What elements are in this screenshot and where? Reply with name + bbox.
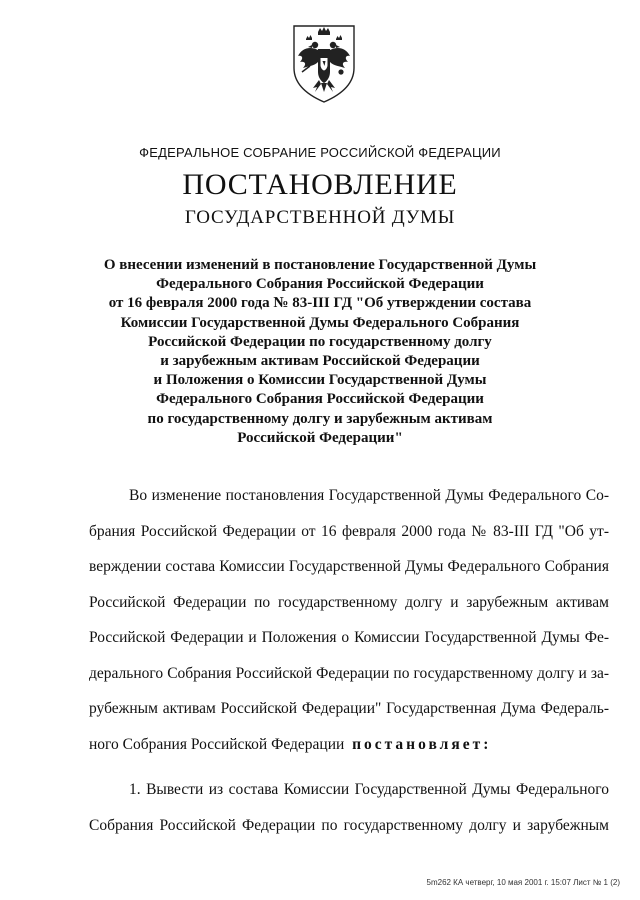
- title-line: и Положения о Комиссии Государственной Думы: [153, 372, 487, 389]
- paragraph-line: Во изменение постановления Государственной Думы Федерального Со-: [129, 487, 609, 504]
- title-line: от 16 февраля 2000 года № 83-III ГД "Об утверждении состава: [108, 295, 532, 312]
- title-line: по государственному долгу и зарубежным активам: [147, 410, 493, 427]
- page-footer: 5m262 КА четверг, 10 мая 2001 г. 15:07 Лист № 1 (2): [426, 878, 620, 887]
- title-line: Федерального Собрания Российской Федерации: [156, 276, 484, 293]
- title-line: О внесении изменений в постановление Государственной Думы: [103, 257, 537, 273]
- clause-1-paragraph: [89, 772, 609, 843]
- title-line: и зарубежным активам Российской Федерации: [160, 353, 480, 370]
- coat-of-arms-emblem: [288, 22, 360, 104]
- paragraph-line: рубежным активам Российской Федерации" Государственная Дума Федераль-: [89, 700, 609, 717]
- paragraph-line: дерального Собрания Российской Федерации по государственному долгу и за-: [89, 664, 609, 682]
- paragraph-line: верждении состава Комиссии Государственной Думы Федерального Собрания: [89, 558, 609, 575]
- paragraph-last-line: [89, 727, 609, 763]
- document-title: [60, 256, 580, 448]
- title-line: Комиссии Государственной Думы Федерального Собрания: [120, 314, 520, 331]
- paragraph-line-text: ного Собрания Российской Федерации: [89, 735, 345, 753]
- document-type-heading: ПОСТАНОВЛЕНИЕ: [182, 168, 458, 201]
- paragraph-line: 1. Вывести из состава Комиссии Государственной Думы Федерального: [129, 781, 609, 798]
- organization-heading: ФЕДЕРАЛЬНОЕ СОБРАНИЕ РОССИЙСКОЙ ФЕДЕРАЦИИ: [139, 145, 501, 160]
- resolves-word: постановляет:: [352, 735, 492, 753]
- paragraph-line: брания Российской Федерации от 16 февраля 2000 года № 83-III ГД "Об ут-: [89, 522, 609, 540]
- preamble-paragraph: [89, 478, 609, 762]
- paragraph-line: Собрания Российской Федерации по государственному долгу и зарубежным: [89, 816, 609, 834]
- title-line: Российской Федерации по государственному долгу: [148, 333, 492, 350]
- issuer-heading: ГОСУДАРСТВЕННОЙ ДУМЫ: [184, 207, 456, 228]
- title-line: Федерального Собрания Российской Федерации: [156, 391, 484, 408]
- paragraph-line: Российской Федерации и Положения о Комиссии Государственной Думы Фе-: [89, 629, 609, 646]
- paragraph-line: Российской Федерации по государственному долгу и зарубежным активам: [89, 593, 609, 611]
- title-line: Российской Федерации": [237, 429, 403, 446]
